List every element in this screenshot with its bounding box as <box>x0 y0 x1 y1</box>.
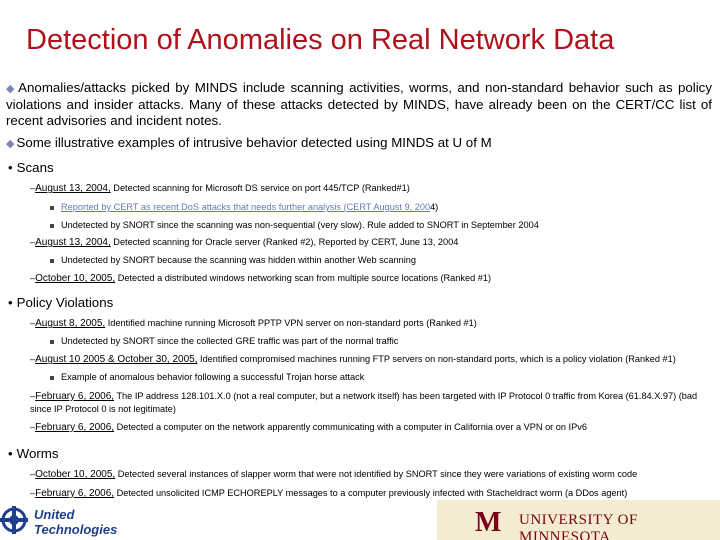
slide-title: Detection of Anomalies on Real Network Data <box>26 24 615 56</box>
square-bullet-icon <box>50 224 54 228</box>
scans-item-2: –August 13, 2004, Detected scanning for Oracle server (Ranked #2), Reported by CERT, June 13, 2004 <box>30 237 459 248</box>
dot-bullet-icon: • <box>8 446 13 461</box>
intro-text-2: Some illustrative examples of intrusive behavior detected using MINDS at U of M <box>16 135 492 150</box>
section-heading-worms: • Worms <box>8 446 59 461</box>
cert-reference-link[interactable]: Reported by CERT as recent DoS attacks that needs further analysis (CERT August 9, 200 <box>61 202 431 212</box>
policy-item-1-sub-1: Undetected by SNORT since the collected GRE traffic was part of the normal traffic <box>50 336 398 346</box>
utc-logo-line2: Technologies <box>34 522 118 537</box>
section-heading-scans: • Scans <box>8 160 54 175</box>
section-heading-policy: • Policy Violations <box>8 295 114 310</box>
square-bullet-icon <box>50 206 54 210</box>
scans-item-2-sub-1: Undetected by SNORT because the scanning was hidden within another Web scanning <box>50 255 416 265</box>
intro-paragraph-2 <box>6 135 712 152</box>
policy-item-3: –February 6, 2006, The IP address 128.101.X.0 (not a real computer, but a network itself) has been targeted with IP Protocol 0 traffic from Korea (61.84.X.97) (bad since IP Protocol 0 is not legitimate) <box>30 391 698 414</box>
intro-text-1: Anomalies/attacks picked by MINDS include scanning activities, worms, and non-standard behavior such as policy violations and insider attacks. Many of these attacks detected by MINDS, have already been on the CERT/CC list of recent advisories and incident notes. <box>6 80 712 128</box>
utc-logo-line1: United <box>34 507 75 522</box>
scans-item-3: –October 10, 2005, Detected a distributed windows networking scan from multiple source locations (Ranked #1) <box>30 273 492 284</box>
utc-logo-graphic <box>0 500 160 540</box>
scans-item-1: –August 13, 2004, Detected scanning for Microsoft DS service on port 445/TCP (Ranked#1) <box>30 183 410 194</box>
umn-block-m-icon: M <box>475 507 502 538</box>
square-bullet-icon <box>50 340 54 344</box>
square-bullet-icon <box>50 259 54 263</box>
policy-item-2: –August 10 2005 & October 30, 2005, Identified compromised machines running FTP servers on non-standard ports, which is a policy violation (Ranked #1) <box>30 354 676 365</box>
dot-bullet-icon: • <box>8 160 13 175</box>
policy-item-2-sub-1: Example of anomalous behavior following a successful Trojan horse attack <box>50 372 364 382</box>
scans-item-1-sub-1: Reported by CERT as recent DoS attacks that needs further analysis (CERT August 9, 2004) <box>50 202 438 212</box>
diamond-bullet-icon: ◆ <box>6 83 17 95</box>
dot-bullet-icon: • <box>8 295 13 310</box>
diamond-bullet-icon: ◆ <box>6 138 15 150</box>
worms-item-1: –October 10, 2005, Detected several instances of slapper worm that were not identified by SNORT since they were variations of existing worm code <box>30 469 638 480</box>
united-technologies-logo <box>0 500 160 540</box>
worms-item-2: –February 6, 2006, Detected unsolicited ICMP ECHOREPLY messages to a computer previously infected with Stacheldract worm (a DDos agent) <box>30 488 628 499</box>
policy-item-1: –August 8, 2005, Identified machine running Microsoft PPTP VPN server on non-standard ports (Ranked #1) <box>30 318 477 329</box>
policy-item-4: –February 6, 2006, Detected a computer on the network apparently communicating with a computer in California over a VPN or on IPv6 <box>30 422 587 433</box>
intro-paragraph-1 <box>6 80 712 129</box>
square-bullet-icon <box>50 376 54 380</box>
university-of-minnesota-logo <box>437 500 720 540</box>
scans-item-1-sub-2: Undetected by SNORT since the scanning was non-sequential (very slow). Rule added to SNORT in September 2004 <box>50 220 539 230</box>
umn-wordmark: UNIVERSITY OF MINNESOTA <box>519 512 638 540</box>
